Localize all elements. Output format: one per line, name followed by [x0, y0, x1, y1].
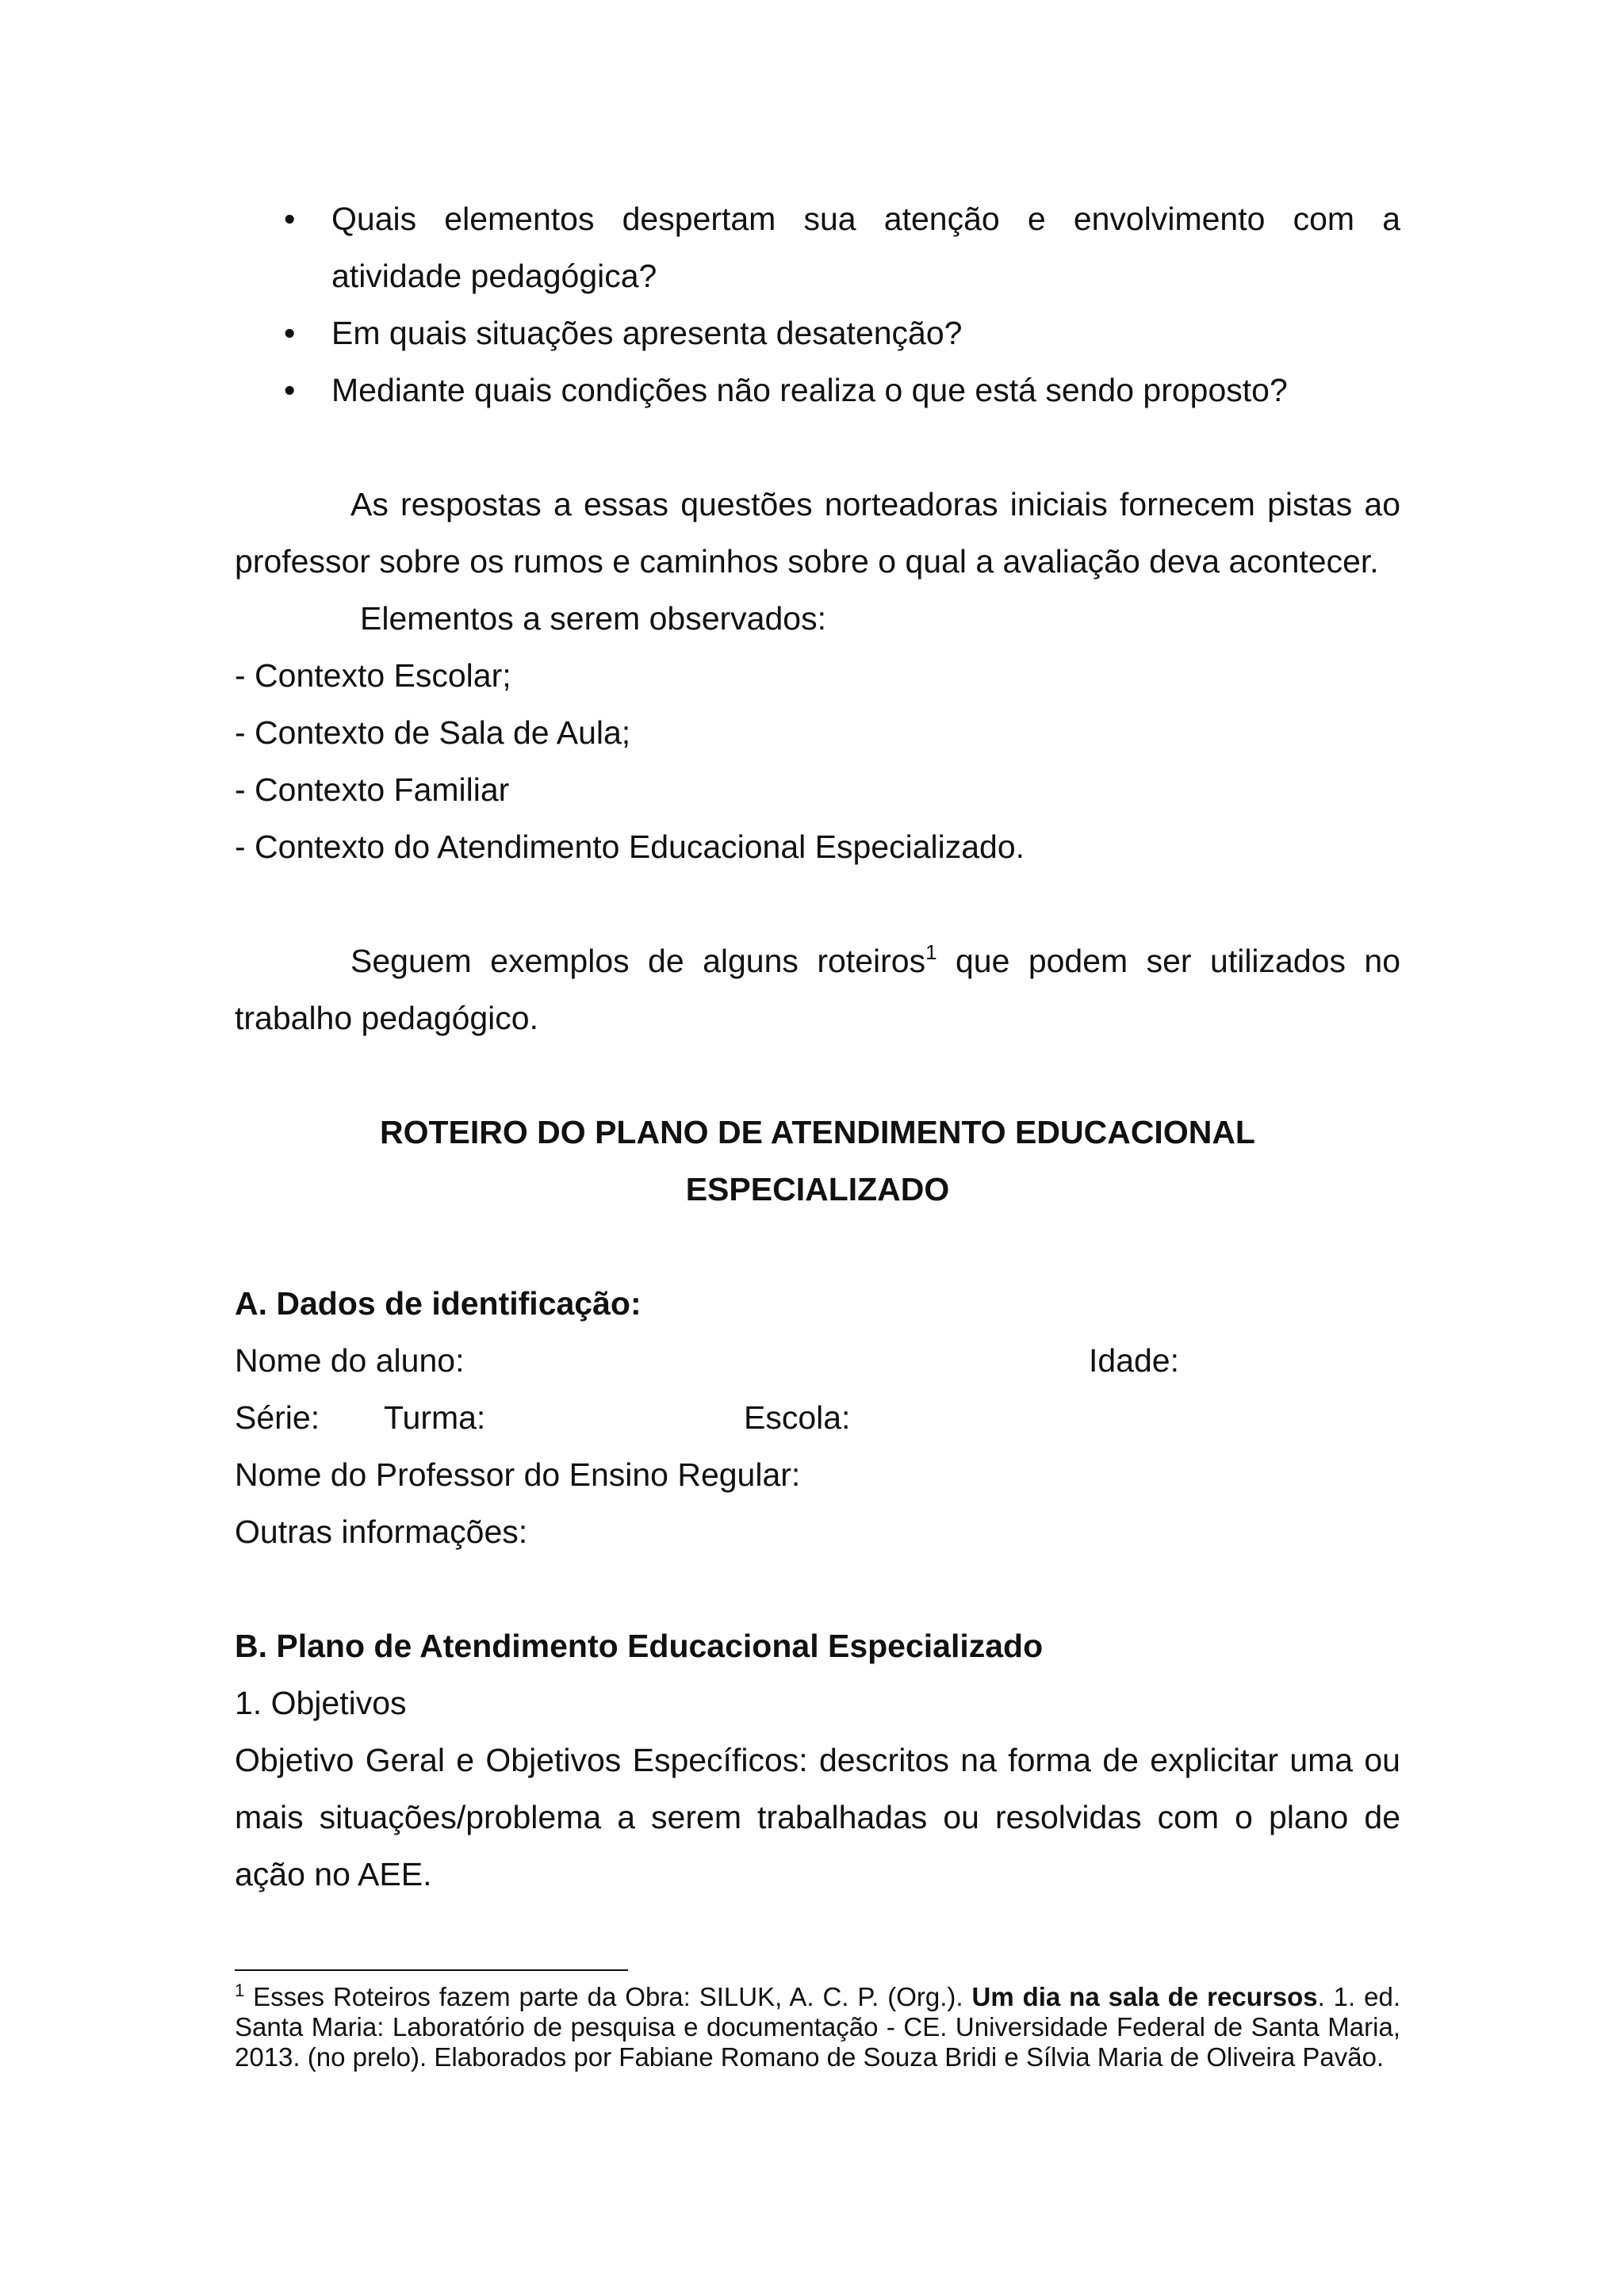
- bullet-icon: •: [284, 372, 296, 408]
- form-row-class: [235, 1389, 1400, 1446]
- label-teacher-name: Nome do Professor do Ensino Regular:: [235, 1456, 801, 1493]
- footnote-book-title: Um dia na sala de recursos: [971, 1982, 1318, 2011]
- footnote-reference[interactable]: 1: [925, 940, 937, 964]
- footnote-text-end: . 1. ed. Santa Maria: Laboratório de pesquisa e documentação - CE. Universidade Federal de Santa Maria, 2013. (no prelo). Elaborados por Fabiane Romano de Souza Bridi e Sílvia Maria de Oliveira Pavão.: [235, 1982, 1400, 2072]
- form-row-student: [235, 1332, 1400, 1389]
- list-item-text: Mediante quais condições não realiza o que está sendo proposto?: [331, 372, 1288, 408]
- section-title: [235, 1104, 1400, 1218]
- bullet-icon: •: [284, 315, 296, 351]
- list-item: [235, 190, 1400, 304]
- label-school: Escola:: [744, 1399, 851, 1436]
- section-b-heading: B. Plano de Atendimento Educacional Especializado: [235, 1628, 1044, 1664]
- paragraph-examples-text-end: que podem ser utilizados no trabalho pedagógico.: [235, 943, 1400, 1036]
- paragraph-examples: [235, 932, 1400, 1047]
- label-student-name: Nome do aluno:: [235, 1342, 465, 1379]
- paragraph-answers: As respostas a essas questões norteadoras iniciais fornecem pistas ao professor sobre os rumos e caminhos sobre o qual a avaliação deva acontecer.: [235, 486, 1400, 580]
- footnote-divider: [235, 1969, 628, 1971]
- list-item-text: Quais elementos despertam sua atenção e envolvimento com a: [331, 201, 1400, 237]
- label-grade: Série:: [235, 1399, 320, 1436]
- context-item: - Contexto Escolar;: [235, 657, 511, 694]
- footnote-mark: 1: [235, 1980, 245, 2000]
- footnote: [235, 1982, 1400, 2072]
- section-title-line: ESPECIALIZADO: [685, 1171, 950, 1207]
- context-item: - Contexto do Atendimento Educacional Especializado.: [235, 828, 1025, 865]
- label-class: Turma:: [384, 1399, 486, 1436]
- list-item-text: Em quais situações apresenta desatenção?: [331, 315, 963, 351]
- label-age: Idade:: [1089, 1342, 1179, 1379]
- objectives-body: Objetivo Geral e Objetivos Específicos: descritos na forma de explicitar uma ou mais situações/problema a serem trabalhadas ou resolvidas com o plano de ação no AEE.: [235, 1742, 1400, 1892]
- list-item: [235, 304, 1400, 362]
- list-item-text-continued: atividade pedagógica?: [331, 258, 657, 294]
- context-item: - Contexto Familiar: [235, 771, 510, 808]
- context-item: - Contexto de Sala de Aula;: [235, 714, 631, 751]
- paragraph-examples-text: Seguem exemplos de alguns roteiros: [350, 943, 926, 979]
- section-a-heading: A. Dados de identificação:: [235, 1285, 642, 1322]
- list-item: [235, 362, 1400, 419]
- label-other-info: Outras informações:: [235, 1513, 528, 1550]
- section-title-line: ROTEIRO DO PLANO DE ATENDIMENTO EDUCACIONAL: [380, 1114, 1255, 1150]
- footnote-text: Esses Roteiros fazem parte da Obra: SILUK, A. C. P. (Org.).: [244, 1982, 972, 2011]
- elements-heading: Elementos a serem observados:: [360, 600, 826, 637]
- document-page: [235, 190, 1400, 1903]
- question-list: [235, 190, 1400, 419]
- bullet-icon: •: [284, 201, 296, 237]
- objectives-heading: 1. Objetivos: [235, 1685, 407, 1721]
